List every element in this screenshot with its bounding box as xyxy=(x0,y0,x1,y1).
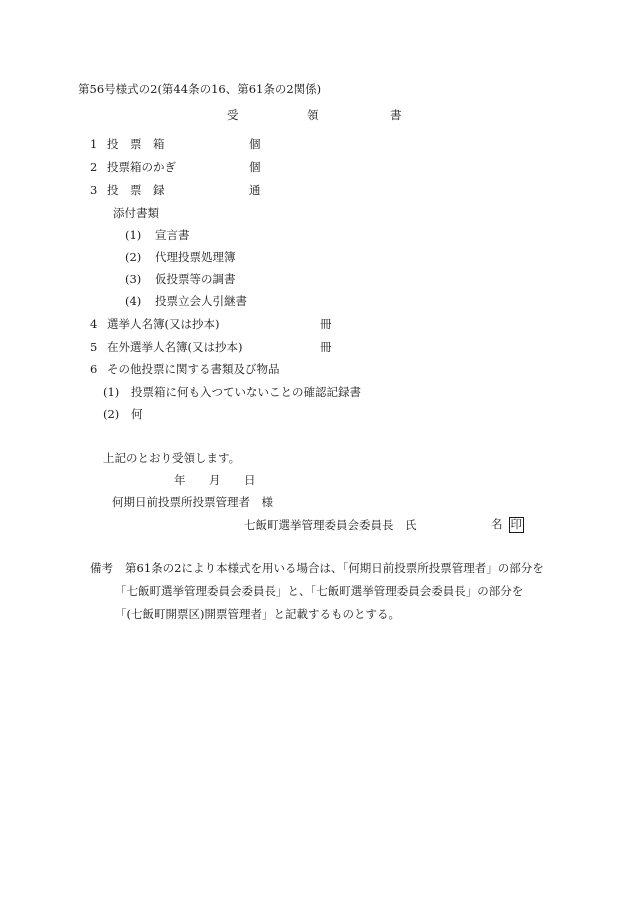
item-1-no: 1 xyxy=(90,137,98,151)
date-year: 年 xyxy=(174,473,186,487)
remarks-line-3: 「(七飯町開票区)開票管理者」と記載するものとする。 xyxy=(115,607,400,621)
item-5-no: 5 xyxy=(90,340,98,354)
issuer-name-block xyxy=(491,517,524,533)
item-2-unit: 個 xyxy=(249,160,261,174)
item-3-unit: 通 xyxy=(249,183,261,197)
item-6-no: 6 xyxy=(90,362,98,376)
attachment-2-no: (2) xyxy=(125,250,142,264)
attachment-1-no: (1) xyxy=(125,228,142,242)
item-6-sub-1-label: 投票箱に何も入つていないことの確認記録書 xyxy=(131,385,361,399)
item-5-label: 在外選挙人名簿(又は抄本) xyxy=(107,340,243,354)
form-heading: 第56号様式の2(第44条の16、第61条の2関係) xyxy=(78,82,322,96)
attachment-4-label: 投票立会人引継書 xyxy=(155,294,247,308)
title-char-3: 書 xyxy=(390,108,402,122)
attachment-3-label: 仮投票等の調書 xyxy=(155,272,236,286)
item-4-label: 選挙人名簿(又は抄本) xyxy=(107,317,220,331)
attachments-heading: 添付書類 xyxy=(113,206,159,220)
item-5-unit: 冊 xyxy=(320,340,332,354)
title-char-2: 領 xyxy=(307,108,319,122)
item-1-unit: 個 xyxy=(249,137,261,151)
date-day: 日 xyxy=(244,473,256,487)
attachment-2-label: 代理投票処理簿 xyxy=(155,250,236,264)
seal-box: 印 xyxy=(510,517,522,531)
attachment-3-no: (3) xyxy=(125,272,142,286)
item-2-label: 投票箱のかぎ xyxy=(107,160,176,174)
remarks-label: 備考 xyxy=(90,561,113,575)
remarks-line-2: 「七飯町選挙管理委員会委員長」と、「七飯町選挙管理委員会委員長」の部分を xyxy=(115,584,524,598)
item-3-no: 3 xyxy=(90,183,98,197)
addressee: 何期日前投票所投票管理者 様 xyxy=(112,495,273,509)
attachment-1-label: 宣言書 xyxy=(155,228,190,242)
item-6-label: その他投票に関する書類及び物品 xyxy=(107,362,280,376)
item-3-label: 投 票 録 xyxy=(107,183,165,197)
item-4-no: 4 xyxy=(90,317,98,331)
receipt-text: 上記のとおり受領します。 xyxy=(103,451,241,465)
item-6-sub-2-label: 何 xyxy=(131,407,143,421)
issuer-title: 七飯町選挙管理委員会委員長 氏 xyxy=(244,518,417,532)
remarks-line-1: 第61条の2により本様式を用いる場合は、「何期日前投票所投票管理者」の部分を xyxy=(125,561,544,575)
title-char-1: 受 xyxy=(227,108,239,122)
attachment-4-no: (4) xyxy=(125,294,142,308)
date-month: 月 xyxy=(209,473,221,487)
item-6-sub-2-no: (2) xyxy=(103,407,120,421)
item-6-sub-1-no: (1) xyxy=(103,385,120,399)
item-2-no: 2 xyxy=(90,160,98,174)
item-1-label: 投 票 箱 xyxy=(107,137,165,151)
issuer-name-char: 名 xyxy=(491,517,503,531)
item-4-unit: 冊 xyxy=(320,317,332,331)
